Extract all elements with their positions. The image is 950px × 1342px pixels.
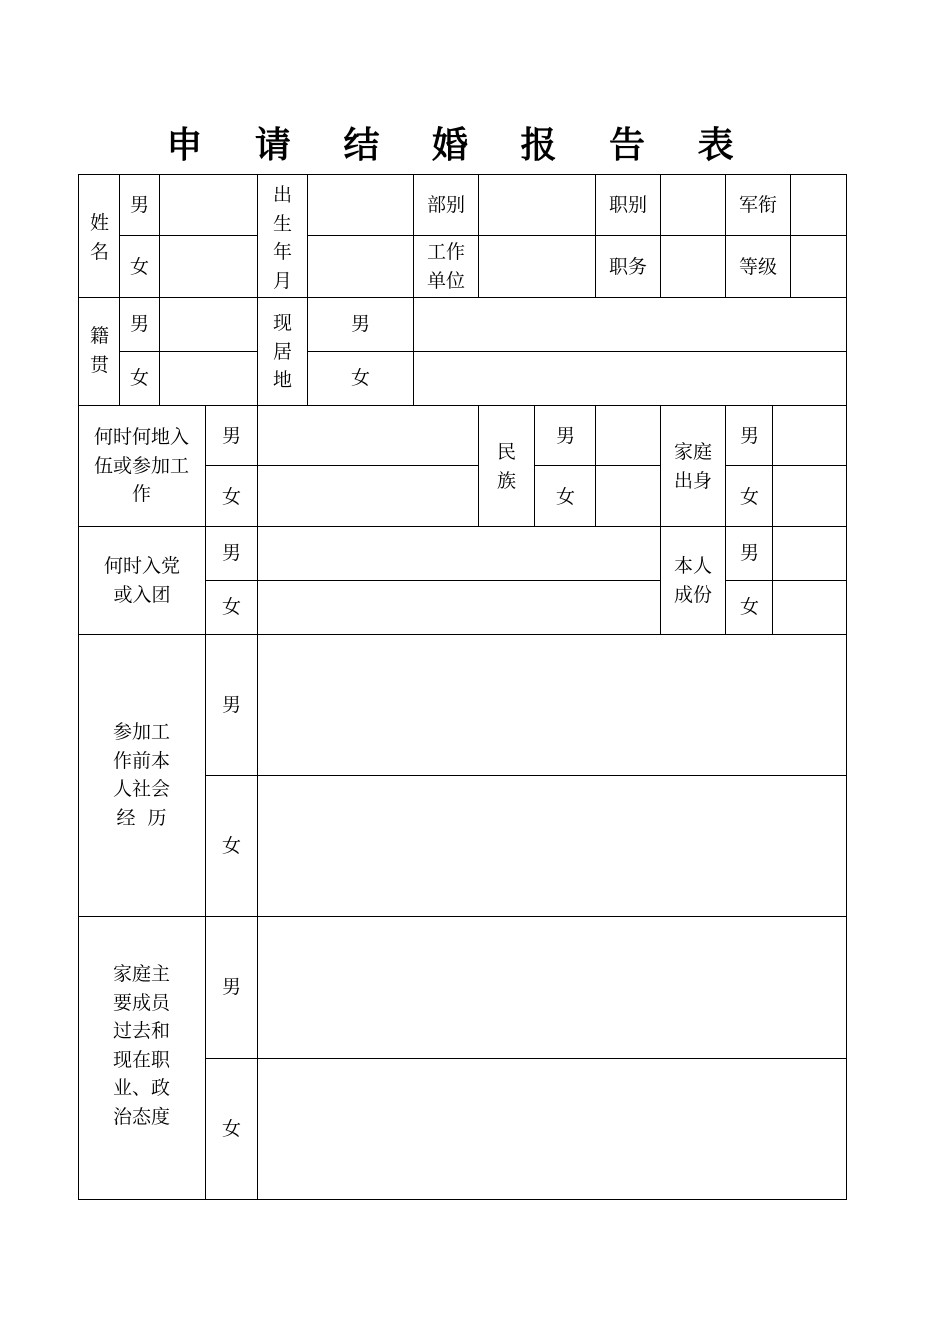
history-female-label: 女	[222, 835, 242, 857]
military-rank-label: 军衔	[739, 194, 778, 216]
enlist-female-label: 女	[222, 486, 242, 508]
family-male-label-cell	[205, 916, 258, 1059]
enlist-label-cell	[78, 405, 206, 527]
rank-class-label-cell	[595, 174, 661, 236]
rank-class-field[interactable]	[660, 174, 726, 236]
ethnic-label: 民 族	[497, 441, 517, 492]
origin-female-label-cell	[725, 465, 773, 527]
origin-male-label: 男	[740, 425, 760, 447]
family-origin-label: 家庭 出身	[674, 441, 713, 492]
grade-label: 等级	[739, 256, 778, 278]
personal-status-label: 本人 成份	[674, 555, 713, 606]
native-place-label: 籍 贯	[90, 325, 110, 376]
form-title: 申 请 结 婚 报 告 表	[166, 125, 754, 166]
history-label-cell	[78, 634, 206, 917]
status-male-label-cell	[725, 526, 773, 581]
post-field[interactable]	[660, 235, 726, 298]
party-male-field[interactable]	[257, 526, 661, 581]
family-male-label: 男	[222, 976, 242, 998]
birth-female-field[interactable]	[307, 235, 414, 298]
status-male-field[interactable]	[772, 526, 847, 581]
family-label-cell	[78, 916, 206, 1200]
name-female-label-cell	[119, 235, 160, 298]
dept-field[interactable]	[478, 174, 596, 236]
post-label: 职务	[609, 256, 648, 278]
family-female-field[interactable]	[257, 1058, 847, 1200]
status-female-label-cell	[725, 580, 773, 635]
ethnic-female-label: 女	[556, 486, 576, 508]
party-male-label-cell	[205, 526, 258, 581]
party-female-label: 女	[222, 596, 242, 618]
party-female-label-cell	[205, 580, 258, 635]
party-male-label: 男	[222, 542, 242, 564]
native-place-label-cell	[78, 297, 120, 406]
origin-female-label: 女	[740, 486, 760, 508]
residence-male-label-cell	[307, 297, 414, 352]
enlist-label: 何时何地入 伍或参加工 作	[94, 426, 190, 505]
enlist-female-field[interactable]	[257, 465, 479, 527]
history-male-label: 男	[222, 694, 242, 716]
origin-male-field[interactable]	[772, 405, 847, 466]
name-label: 姓 名	[90, 212, 110, 263]
workplace-field[interactable]	[478, 235, 596, 298]
enlist-male-label: 男	[222, 425, 242, 447]
native-female-label-cell	[119, 351, 160, 406]
residence-label-cell	[257, 297, 308, 406]
family-label: 家庭主 要成员 过去和 现在职 业、政 治态度	[113, 963, 171, 1128]
workplace-label-cell	[413, 235, 479, 298]
military-rank-label-cell	[725, 174, 791, 236]
ethnic-male-label-cell	[534, 405, 596, 466]
family-female-label-cell	[205, 1058, 258, 1200]
origin-female-field[interactable]	[772, 465, 847, 527]
status-female-field[interactable]	[772, 580, 847, 635]
rank-class-label: 职别	[609, 194, 648, 216]
ethnic-female-field[interactable]	[595, 465, 661, 527]
native-male-label-cell	[119, 297, 160, 352]
family-female-label: 女	[222, 1118, 242, 1140]
name-male-label: 男	[130, 194, 150, 216]
history-female-label-cell	[205, 775, 258, 917]
history-male-field[interactable]	[257, 634, 847, 776]
military-rank-field[interactable]	[790, 174, 847, 236]
enlist-male-field[interactable]	[257, 405, 479, 466]
workplace-label: 工作 单位	[427, 241, 466, 292]
name-female-label: 女	[130, 256, 150, 278]
ethnic-label-cell	[478, 405, 535, 527]
residence-female-label-cell	[307, 351, 414, 406]
history-label: 参加工 作前本 人社会 经 历	[113, 721, 171, 829]
native-male-label: 男	[130, 313, 150, 335]
history-male-label-cell	[205, 634, 258, 776]
party-label-cell	[78, 526, 206, 635]
ethnic-male-label: 男	[556, 425, 576, 447]
residence-female-label: 女	[351, 367, 371, 389]
native-female-label: 女	[130, 367, 150, 389]
residence-female-field[interactable]	[413, 351, 847, 406]
ethnic-male-field[interactable]	[595, 405, 661, 466]
post-label-cell	[595, 235, 661, 298]
native-female-field[interactable]	[159, 351, 258, 406]
name-male-label-cell	[119, 174, 160, 236]
grade-label-cell	[725, 235, 791, 298]
residence-label: 现 居 地	[273, 312, 293, 391]
birth-male-field[interactable]	[307, 174, 414, 236]
residence-male-label: 男	[351, 313, 371, 335]
party-label: 何时入党 或入团	[104, 555, 181, 606]
birth-label: 出 生 年 月	[273, 184, 293, 292]
party-female-field[interactable]	[257, 580, 661, 635]
residence-male-field[interactable]	[413, 297, 847, 352]
status-female-label: 女	[740, 596, 760, 618]
enlist-male-label-cell	[205, 405, 258, 466]
grade-field[interactable]	[790, 235, 847, 298]
dept-label-cell	[413, 174, 479, 236]
native-male-field[interactable]	[159, 297, 258, 352]
dept-label: 部别	[427, 194, 466, 216]
name-female-field[interactable]	[159, 235, 258, 298]
name-label-cell	[78, 174, 120, 298]
enlist-female-label-cell	[205, 465, 258, 527]
personal-status-label-cell	[660, 526, 726, 635]
name-male-field[interactable]	[159, 174, 258, 236]
family-origin-label-cell	[660, 405, 726, 527]
history-female-field[interactable]	[257, 775, 847, 917]
origin-male-label-cell	[725, 405, 773, 466]
status-male-label: 男	[740, 542, 760, 564]
ethnic-female-label-cell	[534, 465, 596, 527]
family-male-field[interactable]	[257, 916, 847, 1059]
birth-label-cell	[257, 174, 308, 298]
